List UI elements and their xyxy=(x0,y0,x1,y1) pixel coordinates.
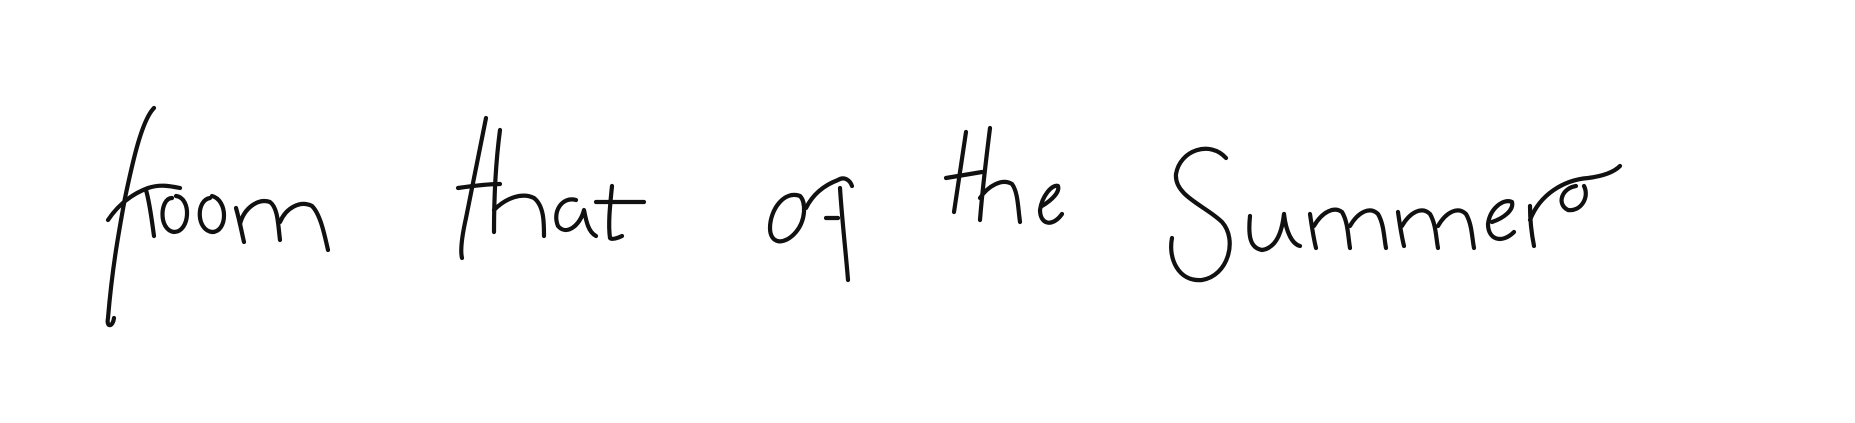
word-the xyxy=(946,128,1062,223)
word-from xyxy=(108,108,328,325)
word-summer xyxy=(1171,149,1620,280)
word-that xyxy=(458,118,644,258)
word-of xyxy=(770,178,852,280)
